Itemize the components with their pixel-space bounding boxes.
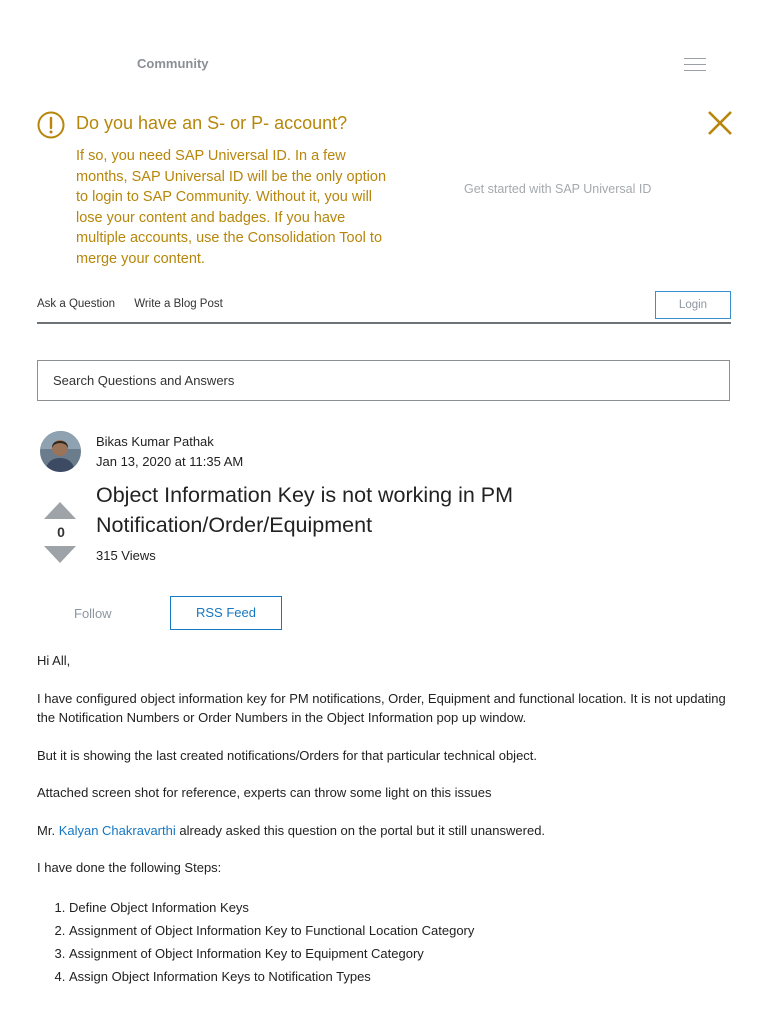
author-name[interactable]: Bikas Kumar Pathak [96, 434, 214, 449]
close-x-icon[interactable] [706, 109, 734, 137]
top-nav [37, 298, 239, 310]
body-paragraph: I have configured object information key for PM notifications, Order, Equipment and functional location. It is not updating the Notification Numbers or Order Numbers in the Object Information pop up window. [37, 690, 726, 725]
list-item: 3. Assignment of Object Information Key to Equipment Category [69, 942, 731, 965]
get-started-link[interactable]: Get started with SAP Universal ID [464, 182, 652, 196]
body-paragraph [37, 821, 731, 841]
list-item: 4. Assign Object Information Keys to Notification Types [69, 965, 731, 988]
login-button[interactable]: Login [655, 291, 731, 319]
steps-intro: I have done the following Steps: [37, 860, 222, 875]
search-input[interactable] [38, 361, 729, 400]
search-box [37, 360, 730, 401]
question-title: Object Information Key is not working in PM Notification/Order/Equipment [96, 483, 514, 537]
rss-feed-button[interactable]: RSS Feed [170, 596, 282, 630]
downvote-arrow-icon[interactable] [44, 546, 76, 563]
exclamation-circle-icon [37, 111, 65, 139]
avatar[interactable] [40, 431, 81, 472]
greeting-text: Hi All, [37, 653, 71, 668]
list-item: 1. Define Object Information Keys [69, 896, 731, 919]
steps-list [37, 896, 731, 988]
mention-prefix: Mr. [37, 822, 56, 838]
vote-count: 0 [57, 524, 65, 540]
post-date: Jan 13, 2020 at 11:35 AM [96, 454, 244, 469]
ask-question-link[interactable]: Ask a Question [37, 298, 115, 310]
body-paragraph: But it is showing the last created notifications/Orders for that particular technical object. [37, 747, 538, 763]
mention-suffix: already asked this question on the portal but it still unanswered. [179, 822, 546, 838]
user-mention-link[interactable]: Kalyan Chakravarthi [58, 822, 176, 838]
banner-title: Do you have an S- or P- account? [76, 113, 348, 133]
write-blog-link[interactable]: Write a Blog Post [134, 298, 223, 310]
banner-body: If so, you need SAP Universal ID. In a few months, SAP Universal ID will be the only option to login to SAP Community. Without it, you will lose your content and badges. If you have multiple accounts, use the Consolidation Tool to merge your content. [76, 148, 387, 267]
list-item: 2. Assignment of Object Information Key to Functional Location Category [69, 919, 731, 942]
community-logo-text[interactable]: Community [137, 56, 209, 71]
hamburger-menu-icon[interactable] [684, 58, 706, 72]
body-paragraph: Attached screen shot for reference, experts can throw some light on this issues [37, 785, 492, 800]
nav-divider [37, 322, 731, 324]
view-count: 315 Views [96, 548, 156, 563]
question-body [37, 651, 731, 988]
follow-button[interactable]: Follow [74, 606, 112, 621]
upvote-arrow-icon[interactable] [44, 502, 76, 519]
